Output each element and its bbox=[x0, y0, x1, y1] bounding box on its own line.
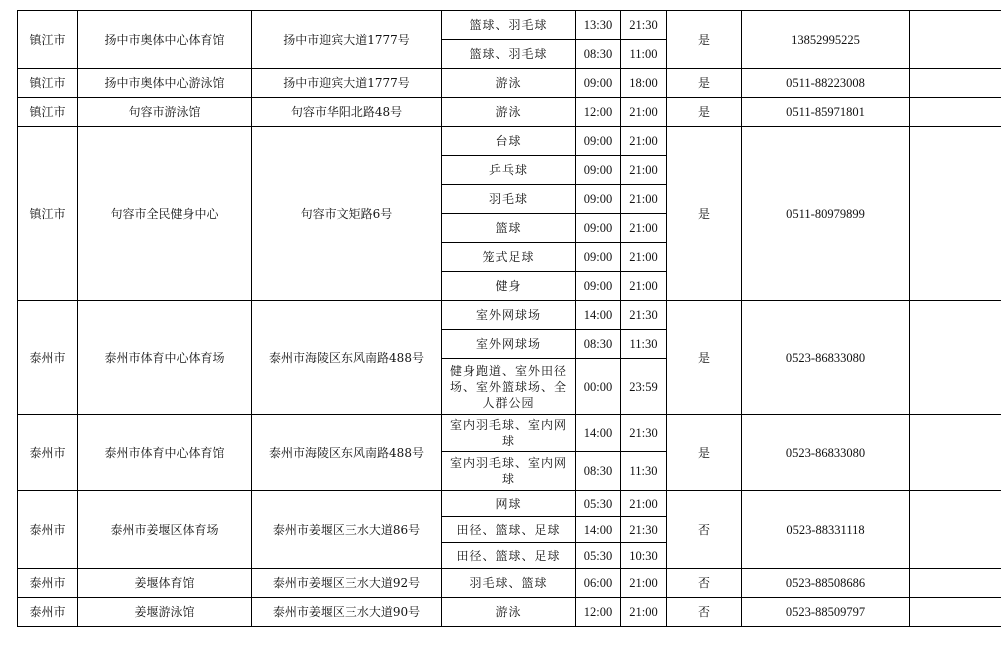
activity-cell: 乒乓球 bbox=[442, 156, 576, 185]
note-cell bbox=[910, 98, 1001, 127]
table-row bbox=[18, 415, 1001, 452]
start-time-cell: 09:00 bbox=[576, 127, 621, 156]
end-time-cell: 21:00 bbox=[621, 598, 667, 627]
activity-cell: 网球 bbox=[442, 491, 576, 517]
end-time-cell: 10:30 bbox=[621, 543, 667, 569]
activity-cell: 笼式足球 bbox=[442, 243, 576, 272]
start-time-cell: 08:30 bbox=[576, 452, 621, 491]
table-row bbox=[18, 127, 1001, 156]
start-time-cell: 14:00 bbox=[576, 517, 621, 543]
venue-cell: 姜堰体育馆 bbox=[78, 569, 252, 598]
venue-cell: 扬中市奥体中心游泳馆 bbox=[78, 69, 252, 98]
end-time-cell: 11:00 bbox=[621, 40, 667, 69]
start-time-cell: 12:00 bbox=[576, 598, 621, 627]
activity-cell: 室外网球场 bbox=[442, 301, 576, 330]
start-time-cell: 09:00 bbox=[576, 69, 621, 98]
city-cell: 镇江市 bbox=[18, 98, 78, 127]
activity-cell: 室内羽毛球、室内网球 bbox=[442, 452, 576, 491]
venue-cell: 泰州市姜堰区体育场 bbox=[78, 491, 252, 569]
city-cell: 泰州市 bbox=[18, 491, 78, 569]
note-cell bbox=[910, 11, 1001, 69]
table-row bbox=[18, 69, 1001, 98]
end-time-cell: 21:30 bbox=[621, 301, 667, 330]
end-time-cell: 21:30 bbox=[621, 415, 667, 452]
city-cell: 泰州市 bbox=[18, 415, 78, 491]
address-cell: 扬中市迎宾大道1777号 bbox=[252, 69, 442, 98]
open-cell: 是 bbox=[667, 415, 742, 491]
activity-cell: 台球 bbox=[442, 127, 576, 156]
start-time-cell: 09:00 bbox=[576, 156, 621, 185]
activity-cell: 健身跑道、室外田径场、室外篮球场、全人群公园 bbox=[442, 359, 576, 415]
open-cell: 是 bbox=[667, 11, 742, 69]
phone-cell: 0511-80979899 bbox=[742, 127, 910, 301]
city-cell: 泰州市 bbox=[18, 301, 78, 415]
note-cell bbox=[910, 301, 1001, 415]
venue-cell: 扬中市奥体中心体育馆 bbox=[78, 11, 252, 69]
start-time-cell: 00:00 bbox=[576, 359, 621, 415]
end-time-cell: 21:00 bbox=[621, 127, 667, 156]
address-cell: 句容市华阳北路48号 bbox=[252, 98, 442, 127]
note-cell bbox=[910, 127, 1001, 301]
end-time-cell: 21:00 bbox=[621, 98, 667, 127]
venue-cell: 泰州市体育中心体育场 bbox=[78, 301, 252, 415]
phone-cell: 0523-88509797 bbox=[742, 598, 910, 627]
start-time-cell: 09:00 bbox=[576, 243, 621, 272]
start-time-cell: 13:30 bbox=[576, 11, 621, 40]
venue-cell: 姜堰游泳馆 bbox=[78, 598, 252, 627]
activity-cell: 室外网球场 bbox=[442, 330, 576, 359]
city-cell: 镇江市 bbox=[18, 11, 78, 69]
start-time-cell: 14:00 bbox=[576, 301, 621, 330]
phone-cell: 13852995225 bbox=[742, 11, 910, 69]
end-time-cell: 11:30 bbox=[621, 452, 667, 491]
end-time-cell: 21:30 bbox=[621, 11, 667, 40]
start-time-cell: 05:30 bbox=[576, 491, 621, 517]
activity-cell: 室内羽毛球、室内网球 bbox=[442, 415, 576, 452]
activity-cell: 游泳 bbox=[442, 598, 576, 627]
end-time-cell: 21:00 bbox=[621, 243, 667, 272]
note-cell bbox=[910, 598, 1001, 627]
address-cell: 泰州市海陵区东风南路488号 bbox=[252, 415, 442, 491]
table-row bbox=[18, 11, 1001, 40]
end-time-cell: 11:30 bbox=[621, 330, 667, 359]
open-cell: 是 bbox=[667, 127, 742, 301]
city-cell: 泰州市 bbox=[18, 598, 78, 627]
address-cell: 泰州市姜堰区三水大道92号 bbox=[252, 569, 442, 598]
address-cell: 扬中市迎宾大道1777号 bbox=[252, 11, 442, 69]
start-time-cell: 05:30 bbox=[576, 543, 621, 569]
address-cell: 泰州市姜堰区三水大道86号 bbox=[252, 491, 442, 569]
city-cell: 泰州市 bbox=[18, 569, 78, 598]
activity-cell: 田径、篮球、足球 bbox=[442, 517, 576, 543]
end-time-cell: 21:00 bbox=[621, 185, 667, 214]
venue-schedule-table bbox=[17, 10, 1001, 627]
activity-cell: 游泳 bbox=[442, 98, 576, 127]
end-time-cell: 21:00 bbox=[621, 156, 667, 185]
start-time-cell: 09:00 bbox=[576, 214, 621, 243]
open-cell: 否 bbox=[667, 598, 742, 627]
end-time-cell: 21:00 bbox=[621, 214, 667, 243]
phone-cell: 0523-88508686 bbox=[742, 569, 910, 598]
start-time-cell: 09:00 bbox=[576, 185, 621, 214]
phone-cell: 0511-88223008 bbox=[742, 69, 910, 98]
start-time-cell: 09:00 bbox=[576, 272, 621, 301]
activity-cell: 羽毛球 bbox=[442, 185, 576, 214]
note-cell bbox=[910, 491, 1001, 569]
start-time-cell: 08:30 bbox=[576, 40, 621, 69]
table-row bbox=[18, 98, 1001, 127]
table-row bbox=[18, 301, 1001, 330]
activity-cell: 田径、篮球、足球 bbox=[442, 543, 576, 569]
phone-cell: 0523-88331118 bbox=[742, 491, 910, 569]
note-cell bbox=[910, 569, 1001, 598]
activity-cell: 游泳 bbox=[442, 69, 576, 98]
start-time-cell: 14:00 bbox=[576, 415, 621, 452]
open-cell: 是 bbox=[667, 69, 742, 98]
open-cell: 否 bbox=[667, 569, 742, 598]
table-row bbox=[18, 569, 1001, 598]
address-cell: 句容市文矩路6号 bbox=[252, 127, 442, 301]
activity-cell: 篮球、羽毛球 bbox=[442, 40, 576, 69]
phone-cell: 0511-85971801 bbox=[742, 98, 910, 127]
city-cell: 镇江市 bbox=[18, 69, 78, 98]
table-row bbox=[18, 491, 1001, 517]
note-cell bbox=[910, 415, 1001, 491]
activity-cell: 篮球 bbox=[442, 214, 576, 243]
start-time-cell: 06:00 bbox=[576, 569, 621, 598]
venue-cell: 泰州市体育中心体育馆 bbox=[78, 415, 252, 491]
address-cell: 泰州市海陵区东风南路488号 bbox=[252, 301, 442, 415]
phone-cell: 0523-86833080 bbox=[742, 301, 910, 415]
end-time-cell: 23:59 bbox=[621, 359, 667, 415]
venue-cell: 句容市游泳馆 bbox=[78, 98, 252, 127]
venue-cell: 句容市全民健身中心 bbox=[78, 127, 252, 301]
activity-cell: 健身 bbox=[442, 272, 576, 301]
table-row bbox=[18, 598, 1001, 627]
note-cell bbox=[910, 69, 1001, 98]
open-cell: 是 bbox=[667, 98, 742, 127]
open-cell: 否 bbox=[667, 491, 742, 569]
phone-cell: 0523-86833080 bbox=[742, 415, 910, 491]
end-time-cell: 21:00 bbox=[621, 569, 667, 598]
start-time-cell: 08:30 bbox=[576, 330, 621, 359]
open-cell: 是 bbox=[667, 301, 742, 415]
end-time-cell: 21:30 bbox=[621, 517, 667, 543]
city-cell: 镇江市 bbox=[18, 127, 78, 301]
address-cell: 泰州市姜堰区三水大道90号 bbox=[252, 598, 442, 627]
end-time-cell: 21:00 bbox=[621, 272, 667, 301]
end-time-cell: 21:00 bbox=[621, 491, 667, 517]
start-time-cell: 12:00 bbox=[576, 98, 621, 127]
end-time-cell: 18:00 bbox=[621, 69, 667, 98]
activity-cell: 羽毛球、篮球 bbox=[442, 569, 576, 598]
activity-cell: 篮球、羽毛球 bbox=[442, 11, 576, 40]
